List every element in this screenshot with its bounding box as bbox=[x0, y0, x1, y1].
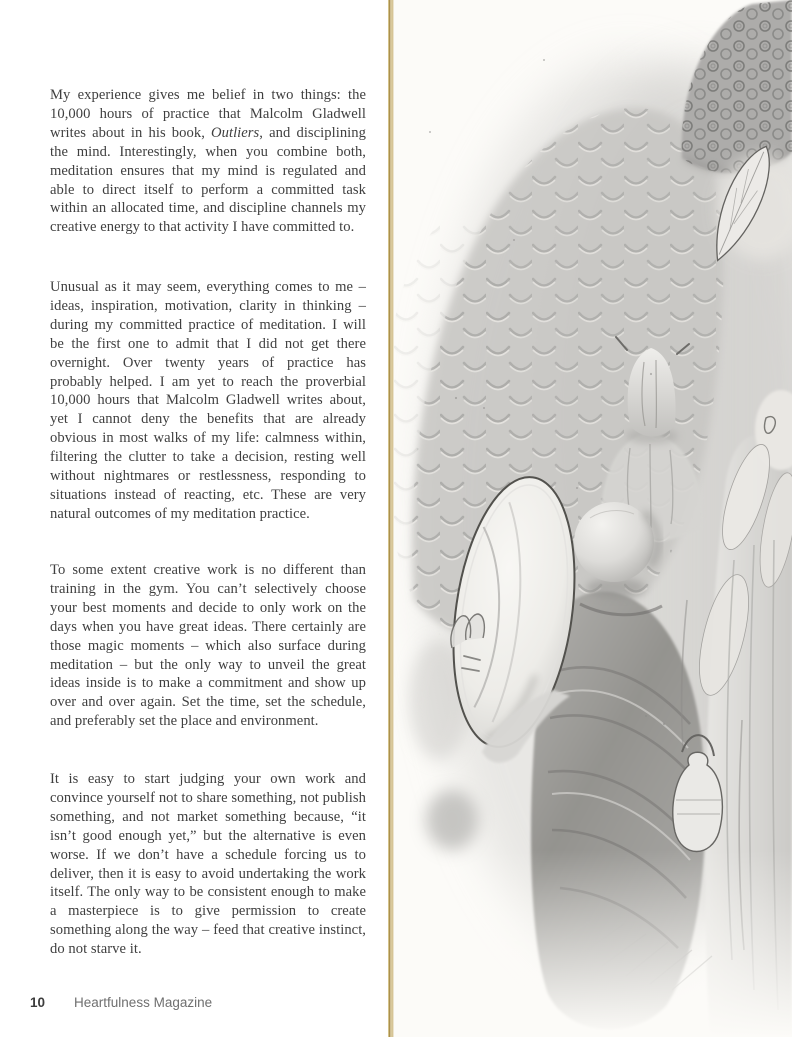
bottom-fade bbox=[394, 850, 792, 1037]
paragraph-3: To some extent creative work is no different than training in the gym. You can’t selectively choose your best moments and decide to only work on the days when you have great ideas. There certainly are those magic moments – which also surface during meditation – but the only way to unveil the great ideas inside is to make a commitment and show up over and over again. Set the time, set the schedule, and preferably set the place and environment. bbox=[50, 562, 366, 730]
page-footer bbox=[30, 995, 212, 1010]
paragraph-1 bbox=[50, 86, 366, 237]
illustration-page bbox=[394, 0, 792, 1037]
monk-head bbox=[574, 502, 654, 582]
paragraph-2: Unusual as it may seem, everything comes to me – ideas, inspiration, motivation, clarity in thinking – during my committed practice of meditation. I will be the first one to admit that I did not get there overnight. Over twenty years of practice has probably helped. I am yet to reach the proverbial 10,000 hours that Malcolm Gladwell writes about, yet I cannot deny the benefits that are already obvious in most walks of my life: calmness within, filtering the clutter to take a decision, resting well without nightmares or restlessness, responding to situations instead of reacting, etc. These are very natural outcomes of my meditation practice. bbox=[50, 279, 366, 522]
page-number: 10 bbox=[30, 995, 46, 1010]
book-title-outliers: Outliers bbox=[211, 124, 260, 141]
magazine-name: Heartfulness Magazine bbox=[74, 995, 213, 1010]
soft-blob-shadow bbox=[426, 790, 478, 850]
paragraph-1-text-a: My experience gives me belief in two things: the 10,000 hours of practice that Malcolm Gladwell writes about in his book, bbox=[50, 87, 366, 141]
pencil-illustration bbox=[394, 0, 792, 1037]
paragraph-1-text-b: , and disciplining the mind. Interestingly, when you combine both, meditation ensures that my mind is regulated and able to direct itself to perform a committed task within an allocated time, and discipline channels my creative energy to that activity I have committed to. bbox=[50, 124, 366, 236]
paragraph-4: It is easy to start judging your own work and convince yourself not to share something, not publish something, and not market something because, “it isn’t good enough yet,” but the alternative is even worse. If we don’t have a schedule forcing us to deliver, then it is easy to avoid undertaking the work itself. The only way to be consistent enough to make a masterpiece is to give permission to create something along the way – feed that creative instinct, do not starve it. bbox=[50, 771, 366, 958]
text-page bbox=[0, 0, 388, 1037]
